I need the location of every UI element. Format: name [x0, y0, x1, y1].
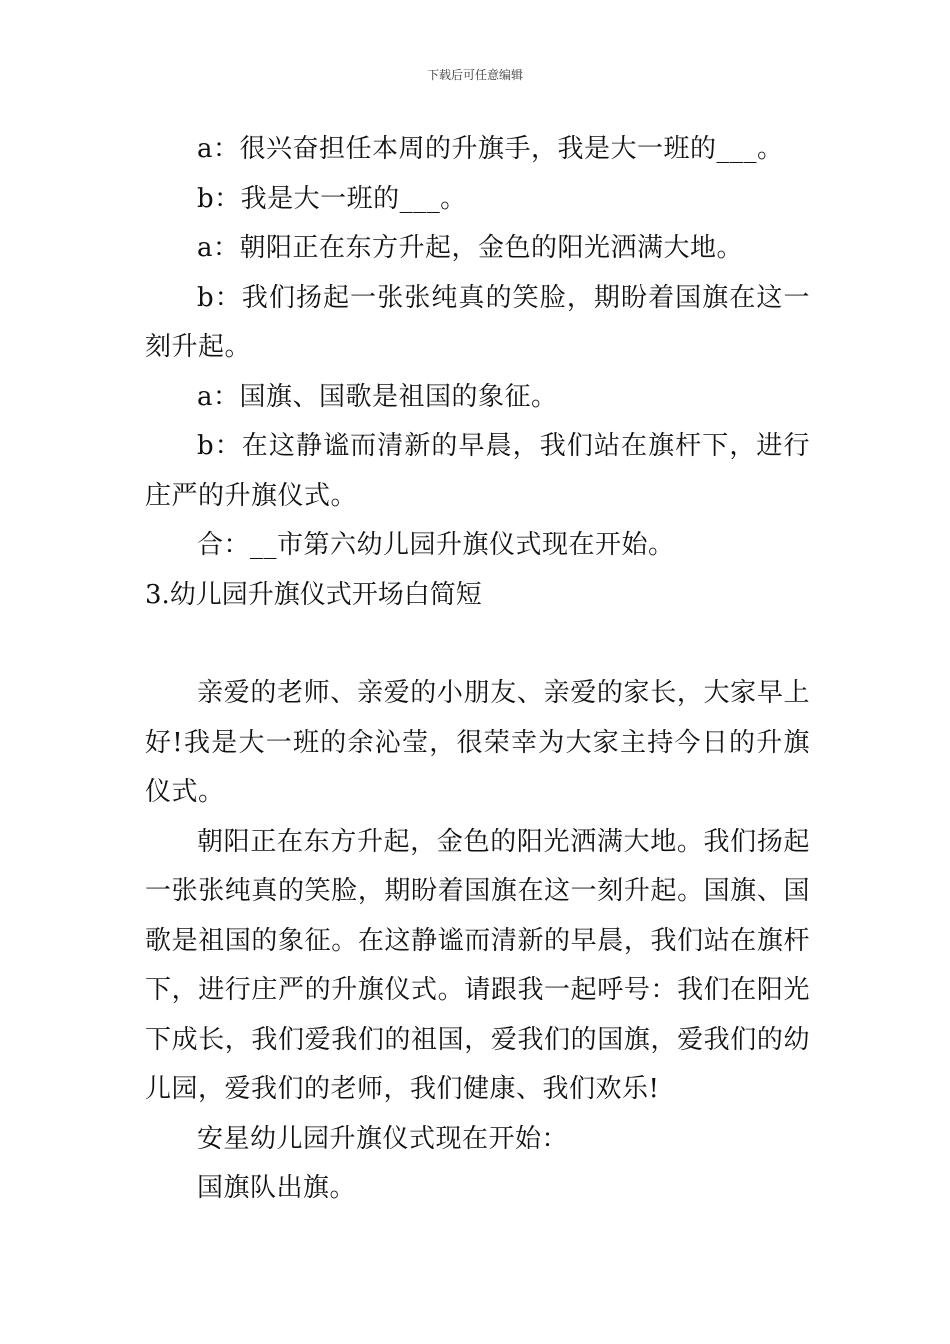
- dialogue-line: a：国旗、国歌是祖国的象征。: [197, 381, 558, 412]
- blank-line: [145, 620, 810, 669]
- dialogue-line: a：朝阳正在东方升起，金色的阳光洒满大地。: [197, 233, 744, 263]
- page-header: 下载后可任意编辑: [426, 68, 523, 82]
- paragraph: 亲爱的老师、亲爱的小朋友、亲爱的家长，大家早上好!我是大一班的余沁莹，很荣幸为大家主持今日的升旗仪式。: [145, 678, 810, 807]
- paragraph: 国旗队出旗。: [197, 1173, 357, 1203]
- paragraph: 朝阳正在东方升起，金色的阳光洒满大地。我们扬起一张张纯真的笑脸，期盼着国旗在这一刻升起。国旗、国歌是祖国的象征。在这静谧而清新的早晨，我们站在旗杆下，进行庄严的升旗仪式。请跟我一起呼号：我们在阳光下成长，我们爱我们的祖国，爱我们的国旗，爱我们的幼儿园，爱我们的老师，我们健康、我们欢乐!: [145, 826, 810, 1104]
- paragraph: 安星幼儿园升旗仪式现在开始：: [197, 1123, 569, 1154]
- dialogue-line: b：我们扬起一张张纯真的笑脸，期盼着国旗在这一刻升起。: [145, 282, 810, 362]
- dialogue-line: a：很兴奋担任本周的升旗手，我是大一班的___。: [197, 134, 784, 164]
- section-heading: 3.幼儿园升旗仪式开场白简短: [145, 579, 482, 610]
- document-body: [145, 125, 810, 1214]
- dialogue-line: 合：__市第六幼儿园升旗仪式现在开始。: [197, 530, 675, 560]
- dialogue-line: b：在这静谧而清新的早晨，我们站在旗杆下，进行庄严的升旗仪式。: [145, 431, 810, 511]
- dialogue-line: b：我是大一班的___。: [197, 183, 467, 214]
